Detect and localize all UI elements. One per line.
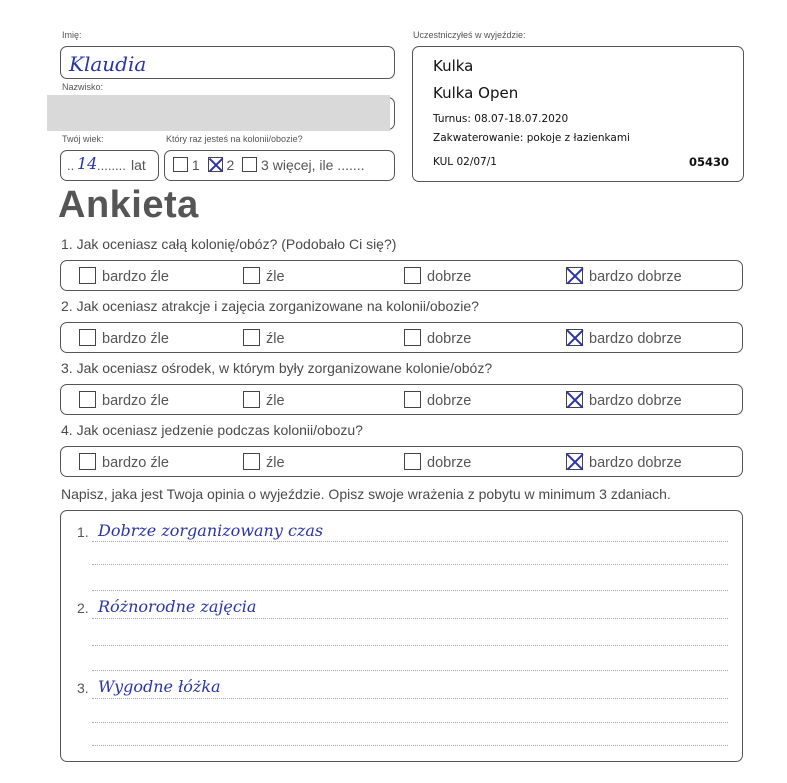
turnus: Turnus: 08.07-18.07.2020 [433, 113, 569, 125]
rating-option-label: bardzo dobrze [589, 331, 682, 347]
writing-line [92, 590, 728, 591]
participation-label: Uczestniczyłeś w wyjeździe: [413, 30, 526, 40]
rating-option-label: bardzo dobrze [589, 393, 682, 409]
rating-option-label: źle [266, 331, 285, 347]
first-name-field[interactable] [60, 46, 395, 79]
rating-option-label: źle [266, 269, 285, 285]
age-field[interactable] [60, 150, 159, 181]
last-name-label: Nazwisko: [62, 82, 104, 92]
first-name-value: Klaudia [69, 52, 147, 76]
question-1-options [60, 260, 743, 291]
times-options [173, 157, 365, 173]
age-value: 14 [77, 154, 98, 173]
question-4-option-2[interactable] [243, 453, 285, 471]
rating-option-label: bardzo dobrze [589, 455, 682, 471]
question-3-text: 3. Jak oceniasz ośrodek, w którym były zorganizowane kolonie/obóz? [61, 360, 493, 376]
checkbox[interactable] [79, 329, 96, 346]
question-2-option-4[interactable] [566, 329, 682, 347]
checkbox[interactable] [243, 267, 260, 284]
checked-checkbox[interactable] [566, 267, 583, 284]
checkbox[interactable] [79, 453, 96, 470]
participation-box [412, 46, 744, 182]
question-1-option-2[interactable] [243, 267, 285, 285]
writing-line [92, 541, 728, 542]
rating-option-label: dobrze [427, 269, 472, 285]
page-title: Ankieta [58, 184, 199, 226]
question-2-option-1[interactable] [79, 329, 169, 347]
times-label: Który raz jesteś na kolonii/obozie? [166, 134, 303, 144]
writing-line [92, 618, 728, 619]
participation-number: 05430 [688, 155, 729, 169]
checked-checkbox[interactable] [566, 391, 583, 408]
question-3-option-2[interactable] [243, 391, 285, 409]
writing-line [92, 670, 728, 671]
question-2-option-3[interactable] [404, 329, 471, 347]
question-4-option-3[interactable] [404, 453, 471, 471]
question-2-options [60, 322, 743, 353]
accommodation: Zakwaterowanie: pokoje z łazienkami [433, 132, 630, 144]
writing-line [92, 645, 728, 646]
times-option-3: 3 więcej, ile ....... [261, 157, 365, 173]
participation-code: KUL 02/07/1 [433, 156, 497, 168]
first-name-label: Imię: [62, 30, 82, 40]
question-4-option-4[interactable] [566, 453, 682, 471]
rating-option-label: bardzo źle [102, 331, 169, 347]
rating-option-label: bardzo źle [102, 269, 169, 285]
question-1-text: 1. Jak oceniasz całą kolonię/obóz? (Podobało Ci się?) [61, 236, 397, 252]
question-4-options [60, 446, 743, 477]
writing-line [92, 698, 728, 699]
age-unit: lat [131, 157, 146, 173]
rating-option-label: dobrze [427, 393, 472, 409]
participation-line1: Kulka [433, 57, 474, 75]
writing-line [92, 564, 728, 565]
checked-checkbox[interactable] [566, 329, 583, 346]
times-field [164, 150, 395, 181]
times-checkbox-1[interactable] [173, 157, 188, 172]
age-label: Twój wiek: [62, 134, 104, 144]
rating-option-label: źle [266, 393, 285, 409]
checkbox[interactable] [404, 453, 421, 470]
checkbox[interactable] [404, 329, 421, 346]
question-3-options [60, 384, 743, 415]
opinion-num-1: 1. [77, 524, 89, 540]
times-option-2: 2 [226, 157, 235, 173]
question-2-option-2[interactable] [243, 329, 285, 347]
times-option-1: 1 [191, 157, 200, 173]
rating-option-label: bardzo źle [102, 393, 169, 409]
opinion-num-3: 3. [77, 680, 89, 696]
question-2-text: 2. Jak oceniasz atrakcje i zajęcia zorganizowane na kolonii/obozie? [61, 298, 479, 314]
writing-line [92, 745, 728, 746]
checked-checkbox[interactable] [566, 453, 583, 470]
rating-option-label: bardzo dobrze [589, 269, 682, 285]
participation-line2: Kulka Open [433, 84, 519, 102]
checkbox[interactable] [243, 453, 260, 470]
opinion-answer-1: Dobrze zorganizowany czas [98, 521, 324, 540]
opinion-answer-3: Wygodne łóżka [98, 677, 221, 696]
rating-option-label: źle [266, 455, 285, 471]
question-4-option-1[interactable] [79, 453, 169, 471]
redaction-bar [47, 95, 390, 131]
checkbox[interactable] [79, 391, 96, 408]
checkbox[interactable] [404, 267, 421, 284]
opinion-box[interactable] [60, 510, 743, 762]
question-4-text: 4. Jak oceniasz jedzenie podczas kolonii/obozu? [61, 422, 363, 438]
age-prefix-dots: .. [67, 158, 75, 173]
question-3-option-1[interactable] [79, 391, 169, 409]
question-3-option-3[interactable] [404, 391, 471, 409]
rating-option-label: bardzo źle [102, 455, 169, 471]
writing-line [92, 722, 728, 723]
age-dots: ........ [97, 158, 126, 173]
checkbox[interactable] [404, 391, 421, 408]
opinion-answer-2: Różnorodne zajęcia [98, 597, 257, 616]
question-1-option-1[interactable] [79, 267, 169, 285]
checkbox[interactable] [243, 329, 260, 346]
rating-option-label: dobrze [427, 455, 472, 471]
times-checkbox-2[interactable] [208, 157, 223, 172]
opinion-num-2: 2. [77, 600, 89, 616]
rating-option-label: dobrze [427, 331, 472, 347]
question-3-option-4[interactable] [566, 391, 682, 409]
checkbox[interactable] [79, 267, 96, 284]
opinion-prompt: Napisz, jaka jest Twoja opinia o wyjeździe. Opisz swoje wrażenia z pobytu w minimum 3 zdaniach. [61, 486, 671, 502]
question-1-option-3[interactable] [404, 267, 471, 285]
checkbox[interactable] [243, 391, 260, 408]
times-checkbox-3[interactable] [242, 157, 257, 172]
question-1-option-4[interactable] [566, 267, 682, 285]
